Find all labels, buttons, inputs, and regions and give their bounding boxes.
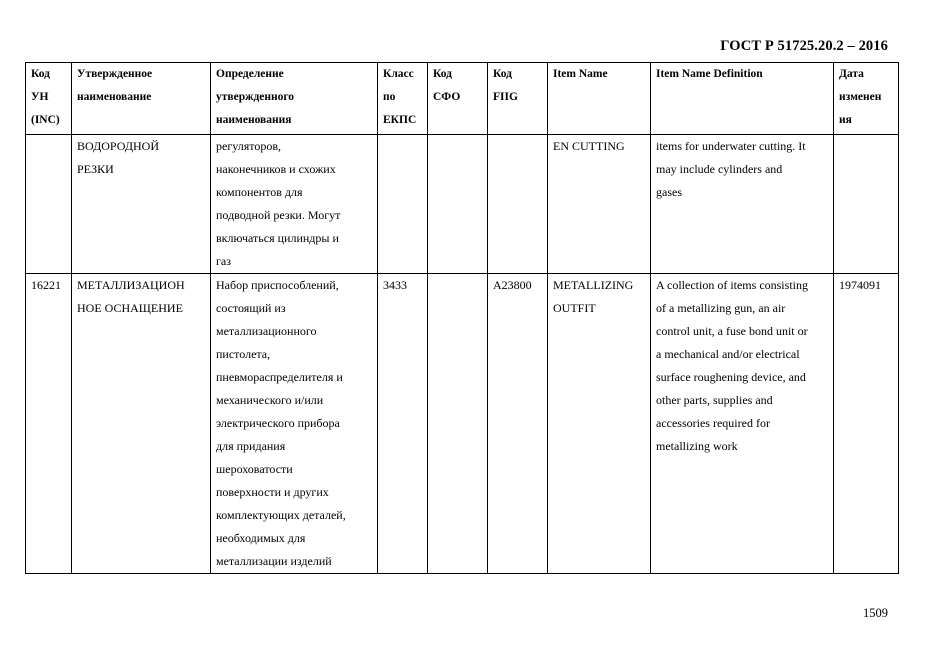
- col-ekps-header: [378, 63, 428, 135]
- col-ekps-cell: [378, 135, 428, 274]
- col-definition-ru-cell: [211, 274, 378, 574]
- catalog-table: [25, 62, 899, 574]
- col-name-ru-cell: [72, 135, 211, 274]
- table-row: [26, 135, 899, 274]
- header-line: Item Name: [553, 68, 608, 80]
- cell-text-line: состоящий из: [216, 301, 286, 315]
- header-line: ия: [839, 114, 852, 126]
- header-line: Дата: [839, 68, 864, 80]
- cell-text-line: шероховатости: [216, 462, 293, 476]
- cell-text-line: компонентов для: [216, 185, 303, 199]
- header-line: наименование: [77, 91, 152, 103]
- cell-text-line: механического и/или: [216, 393, 324, 407]
- header-line: Код: [493, 68, 513, 80]
- cell-text-line: металлизационного: [216, 324, 317, 338]
- cell-text-line: control unit, a fuse bond unit or: [656, 324, 808, 338]
- col-name-ru-cell: [72, 274, 211, 574]
- header-line: СФО: [433, 91, 461, 103]
- cell-text-line: A collection of items consisting: [656, 278, 808, 292]
- col-name-ru-header: [72, 63, 211, 135]
- col-definition-ru-header: [211, 63, 378, 135]
- cell-text-line: Набор приспособлений,: [216, 278, 339, 292]
- col-fiig-cell: [488, 135, 548, 274]
- cell-text-line: для придания: [216, 439, 286, 453]
- document-code: ГОСТ Р 51725.20.2 – 2016: [720, 38, 888, 54]
- cell-text-line: other parts, supplies and: [656, 393, 773, 407]
- col-sfo-cell: [428, 274, 488, 574]
- col-date-cell: [834, 135, 899, 274]
- cell-text-line: OUTFIT: [553, 301, 596, 315]
- cell-text-line: metallizing work: [656, 439, 738, 453]
- cell-text-line: НОЕ ОСНАЩЕНИЕ: [77, 301, 183, 315]
- table-row: [26, 274, 899, 574]
- col-sfo-cell: [428, 135, 488, 274]
- header-line: изменен: [839, 91, 882, 103]
- cell-text-line: металлизации изделий: [216, 554, 332, 568]
- cell-text-line: of a metallizing gun, an air: [656, 301, 786, 315]
- col-sfo-header: [428, 63, 488, 135]
- cell-text-line: комплектующих деталей,: [216, 508, 346, 522]
- cell-text-line: 3433: [383, 278, 407, 292]
- cell-text-line: items for underwater cutting. It: [656, 139, 806, 153]
- col-fiig-header: [488, 63, 548, 135]
- cell-text-line: surface roughening device, and: [656, 370, 806, 384]
- cell-text-line: accessories required for: [656, 416, 770, 430]
- header-line: Класс: [383, 68, 414, 80]
- header-line: FIIG: [493, 91, 518, 103]
- cell-text-line: METALLIZING: [553, 278, 634, 292]
- cell-text-line: 1974091: [839, 278, 881, 292]
- col-item-definition-cell: [651, 274, 834, 574]
- cell-text-line: пневмораспределителя и: [216, 370, 343, 384]
- col-item-name-header: [548, 63, 651, 135]
- header-line: (INC): [31, 114, 60, 126]
- cell-text-line: 16221: [31, 278, 61, 292]
- header-line: УН: [31, 91, 49, 103]
- cell-text-line: наконечников и схожих: [216, 162, 336, 176]
- header-line: утвержденного: [216, 91, 295, 103]
- col-date-cell: [834, 274, 899, 574]
- col-item-name-cell: [548, 135, 651, 274]
- cell-text-line: включаться цилиндры и: [216, 231, 339, 245]
- header-line: Код: [433, 68, 453, 80]
- col-inc-cell: [26, 274, 72, 574]
- col-inc-cell: [26, 135, 72, 274]
- cell-text-line: a mechanical and/or electrical: [656, 347, 800, 361]
- header-line: Определение: [216, 68, 284, 80]
- col-ekps-cell: [378, 274, 428, 574]
- cell-text-line: МЕТАЛЛИЗАЦИОН: [77, 278, 185, 292]
- cell-text-line: регуляторов,: [216, 139, 281, 153]
- cell-text-line: пистолета,: [216, 347, 271, 361]
- header-line: наименования: [216, 114, 292, 126]
- col-definition-ru-cell: [211, 135, 378, 274]
- col-item-definition-cell: [651, 135, 834, 274]
- header-line: Утвержденное: [77, 68, 153, 80]
- table-header-row: [26, 63, 899, 135]
- header-line: Код: [31, 68, 51, 80]
- cell-text-line: ВОДОРОДНОЙ: [77, 139, 159, 153]
- cell-text-line: may include cylinders and: [656, 162, 783, 176]
- header-line: по: [383, 91, 396, 103]
- header-line: Item Name Definition: [656, 68, 763, 80]
- col-fiig-cell: [488, 274, 548, 574]
- page-number: 1509: [863, 606, 888, 620]
- cell-text-line: газ: [216, 254, 231, 268]
- cell-text-line: gases: [656, 185, 682, 199]
- col-date-header: [834, 63, 899, 135]
- cell-text-line: необходимых для: [216, 531, 306, 545]
- cell-text-line: поверхности и других: [216, 485, 329, 499]
- cell-text-line: A23800: [493, 278, 532, 292]
- col-inc-header: [26, 63, 72, 135]
- cell-text-line: подводной резки. Могут: [216, 208, 341, 222]
- header-line: ЕКПС: [383, 114, 417, 126]
- col-item-name-cell: [548, 274, 651, 574]
- col-item-definition-header: [651, 63, 834, 135]
- cell-text-line: EN CUTTING: [553, 139, 625, 153]
- cell-text-line: РЕЗКИ: [77, 162, 114, 176]
- cell-text-line: электрического прибора: [216, 416, 340, 430]
